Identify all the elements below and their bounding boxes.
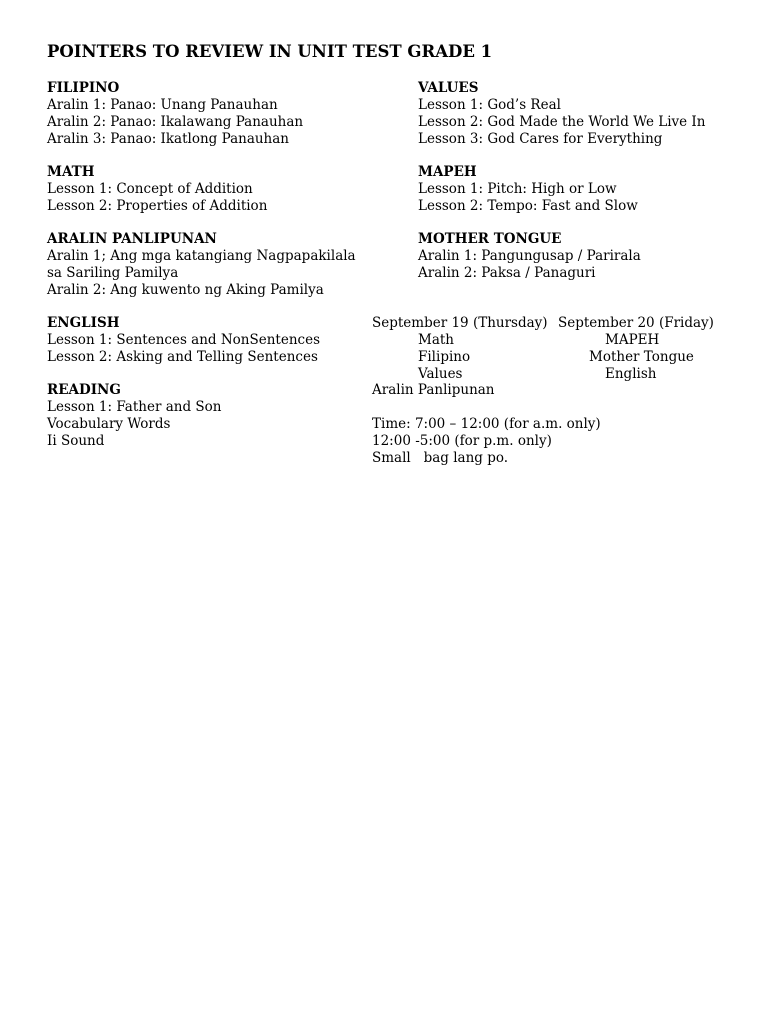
schedule-day2-subject: Mother Tongue: [589, 349, 694, 365]
aralin-panlipunan-item: Aralin 2: Ang kuwento ng Aking Pamilya: [47, 282, 324, 298]
schedule-day2-label: September 20 (Friday): [558, 315, 714, 331]
english-item: Lesson 2: Asking and Telling Sentences: [47, 349, 318, 365]
mother-tongue-heading: MOTHER TONGUE: [418, 231, 562, 247]
mother-tongue-item: Aralin 2: Paksa / Panaguri: [418, 265, 596, 281]
schedule-time-pm: 12:00 -5:00 (for p.m. only): [372, 433, 552, 449]
mapeh-item: Lesson 1: Pitch: High or Low: [418, 181, 617, 197]
values-item: Lesson 2: God Made the World We Live In: [418, 114, 706, 130]
filipino-item: Aralin 2: Panao: Ikalawang Panauhan: [47, 114, 304, 130]
aralin-panlipunan-item: Aralin 1; Ang mga katangiang Nagpapakilala: [47, 248, 356, 264]
mother-tongue-item: Aralin 1: Pangungusap / Parirala: [418, 248, 641, 264]
schedule-time-am: Time: 7:00 – 12:00 (for a.m. only): [372, 416, 601, 432]
schedule-day1-subject: Math: [418, 332, 454, 348]
english-item: Lesson 1: Sentences and NonSentences: [47, 332, 320, 348]
values-heading: VALUES: [418, 80, 479, 96]
schedule-day2-subject: English: [605, 366, 657, 382]
aralin-panlipunan-item: sa Sariling Pamilya: [47, 265, 179, 281]
mapeh-heading: MAPEH: [418, 164, 477, 180]
schedule-day1-label: September 19 (Thursday): [372, 315, 548, 331]
aralin-panlipunan-heading: ARALIN PANLIPUNAN: [47, 231, 217, 247]
filipino-item: Aralin 1: Panao: Unang Panauhan: [47, 97, 278, 113]
values-item: Lesson 1: God’s Real: [418, 97, 561, 113]
schedule-note: Small bag lang po.: [372, 450, 509, 466]
schedule-day1-subject: Aralin Panlipunan: [372, 382, 495, 398]
page-title: POINTERS TO REVIEW IN UNIT TEST GRADE 1: [47, 42, 493, 61]
reading-item: Vocabulary Words: [47, 416, 171, 432]
filipino-item: Aralin 3: Panao: Ikatlong Panauhan: [47, 131, 289, 147]
math-heading: MATH: [47, 164, 95, 180]
reading-item: Ii Sound: [47, 433, 105, 449]
mapeh-item: Lesson 2: Tempo: Fast and Slow: [418, 198, 638, 214]
schedule-day2-subject: MAPEH: [605, 332, 660, 348]
english-heading: ENGLISH: [47, 315, 120, 331]
schedule-day1-subject: Filipino: [418, 349, 471, 365]
math-item: Lesson 1: Concept of Addition: [47, 181, 253, 197]
values-item: Lesson 3: God Cares for Everything: [418, 131, 663, 147]
filipino-heading: FILIPINO: [47, 80, 120, 96]
math-item: Lesson 2: Properties of Addition: [47, 198, 268, 214]
reading-heading: READING: [47, 382, 121, 398]
schedule-day1-subject: Values: [418, 366, 463, 382]
reading-item: Lesson 1: Father and Son: [47, 399, 222, 415]
